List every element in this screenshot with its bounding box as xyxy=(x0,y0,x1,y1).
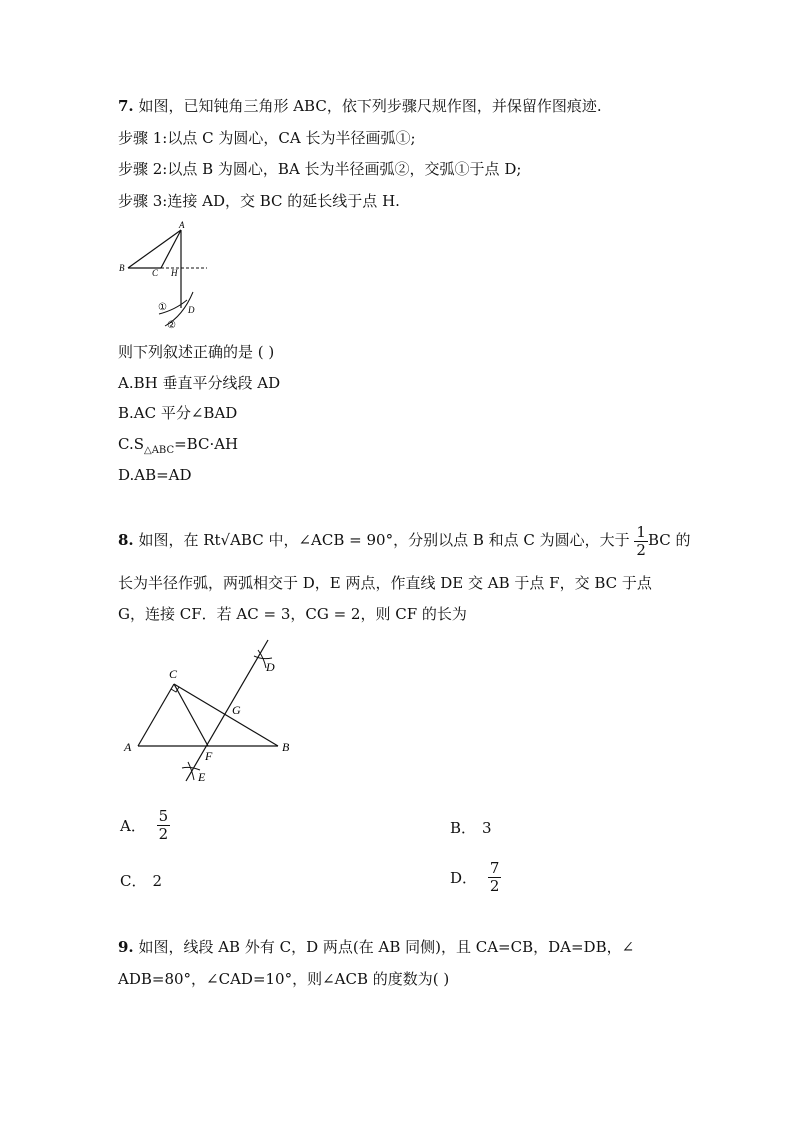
q7-label-a: A xyxy=(179,220,185,230)
q7-label-h: H xyxy=(171,268,178,278)
q8-option-a-fraction xyxy=(157,808,171,843)
q7-label-b: B xyxy=(119,263,125,273)
q8-option-d-fraction xyxy=(488,860,502,895)
q8-label-d: D xyxy=(266,660,275,674)
q9-number: 9. xyxy=(118,938,134,956)
q7-label-c: C xyxy=(152,268,159,278)
q7-step2: 步骤 2:以点 B 为圆心，BA 长为半径画弧②，交弧①于点 D; xyxy=(118,160,522,178)
q8-segment-cb xyxy=(174,684,278,746)
q8-option-c-value: 2 xyxy=(152,872,163,890)
q8-label-c: C xyxy=(169,667,178,681)
q8-text-a: 如图，在 Rt xyxy=(133,531,221,549)
q7-stem xyxy=(118,96,602,116)
q7-number: 7. xyxy=(118,97,134,115)
q7-step3: 步骤 3:连接 AD，交 BC 的延长线于点 H. xyxy=(118,192,400,210)
q9-line2: ADB=80°，∠CAD=10°，则∠ACB 的度数为( ) xyxy=(118,970,450,988)
q8-label-e: E xyxy=(198,770,206,784)
q8-arc-e-2 xyxy=(188,762,194,780)
q8-option-a-num: 5 xyxy=(158,807,169,825)
q8-segment-ac xyxy=(138,684,174,746)
q8-number: 8. xyxy=(118,531,134,549)
q8-option-c[interactable] xyxy=(120,870,162,891)
q8-option-d[interactable] xyxy=(450,860,501,895)
q8-half-den: 2 xyxy=(636,540,646,559)
q8-option-b-label: B． xyxy=(450,819,477,837)
q8-line-de xyxy=(186,640,268,781)
q8-option-c-label: C． xyxy=(120,872,147,890)
q8-label-g: G xyxy=(232,703,241,717)
q7-question: 则下列叙述正确的是 ( ) xyxy=(118,343,275,361)
q8-option-b[interactable] xyxy=(450,817,492,838)
q7-label-arc1: ① xyxy=(158,302,167,313)
q8-half-num: 1 xyxy=(636,522,646,541)
q7-segment-ba xyxy=(128,230,181,268)
q8-label-a: A xyxy=(124,740,132,754)
q9-text-1: 如图，线段 AB 外有 C，D 两点(在 AB 同侧)，且 CA=CB，DA=DB，∠ xyxy=(133,938,635,956)
q7-option-b[interactable]: B.AC 平分∠BAD xyxy=(118,404,238,422)
q7-stem-text: 如图，已知钝角三角形 ABC，依下列步骤尺规作图，并保留作图痕迹. xyxy=(133,97,602,115)
q8-option-a-den: 2 xyxy=(158,825,169,843)
q8-fraction-half xyxy=(634,524,648,559)
q8-option-d-den: 2 xyxy=(489,877,500,895)
q7-option-d[interactable]: D.AB=AD xyxy=(118,466,192,484)
q7-option-c-post: =BC·AH xyxy=(174,435,239,453)
q8-option-a[interactable] xyxy=(120,808,170,843)
q7-option-c[interactable] xyxy=(118,434,238,461)
q8-option-a-label: A． xyxy=(120,817,146,835)
q8-line2: 长为半径作弧，两弧相交于 D，E 两点，作直线 DE 交 AB 于点 F，交 BC 于点 xyxy=(118,574,652,592)
q8-option-b-value: 3 xyxy=(482,819,492,837)
q9-line1 xyxy=(118,937,634,957)
q8-label-b: B xyxy=(282,740,290,754)
q8-text-b: ABC 中，∠ACB = 90°，分别以点 B 和点 C 为圆心，大于 xyxy=(230,531,630,549)
q8-segment-cf xyxy=(174,684,208,746)
q7-step1: 步骤 1:以点 C 为圆心，CA 长为半径画弧①; xyxy=(118,129,416,147)
q7-label-d: D xyxy=(188,305,195,315)
q8-option-d-num: 7 xyxy=(489,859,500,877)
q8-tri-symbol: √ xyxy=(220,531,231,549)
q7-option-c-pre: C.S xyxy=(118,435,144,453)
q8-figure xyxy=(118,636,298,786)
q7-segment-ca xyxy=(161,230,181,268)
q7-figure xyxy=(115,218,215,334)
q8-line3: G，连接 CF．若 AC = 3，CG = 2，则 CF 的长为 xyxy=(118,605,467,623)
q7-label-arc2: ② xyxy=(167,320,176,331)
q8-text-c: BC 的 xyxy=(647,531,691,549)
q8-option-d-label: D． xyxy=(450,869,478,887)
q7-option-c-sub: △ABC xyxy=(144,445,175,456)
q8-label-f: F xyxy=(205,749,213,763)
q8-line1 xyxy=(118,520,691,560)
q7-option-a[interactable]: A.BH 垂直平分线段 AD xyxy=(118,374,281,392)
